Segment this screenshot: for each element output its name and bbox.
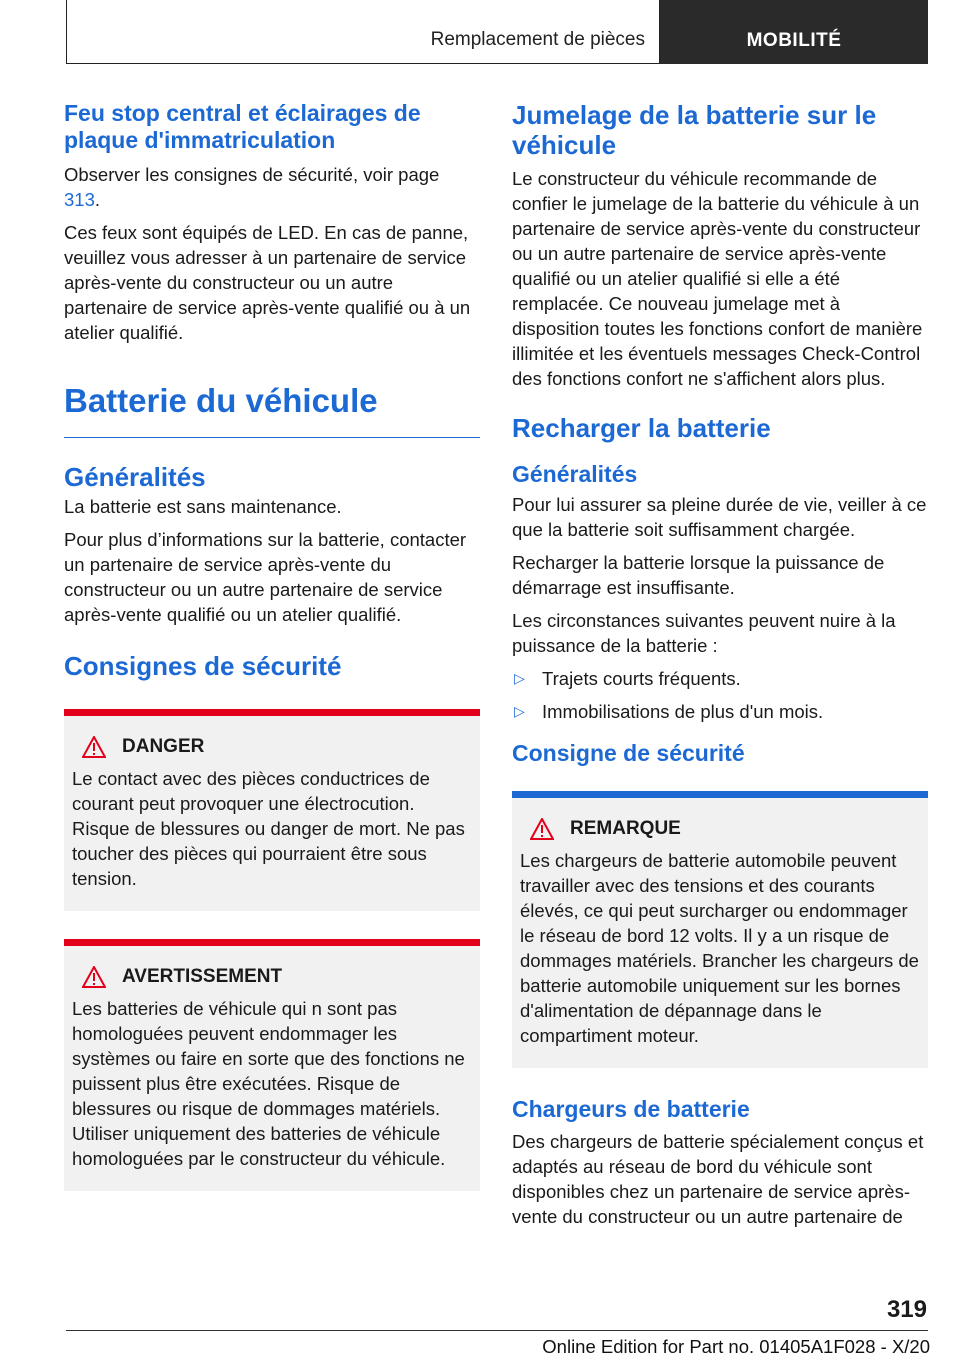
avertissement-text: Les batteries de véhicule qui n sont pas homologuées peuvent endommager les systèmes ou faire en sorte que des fonctions ne puissent plus être exécutées. Risque de blessures ou risque de dommages matériels. Utiliser uniquement des batteries de véhicule homologuées par le constructeur du véhicule. (72, 998, 465, 1169)
chapter-title: Batterie du véhicule (64, 382, 378, 419)
remarque-box (512, 791, 928, 1068)
generalites-paragraph-1: La batterie est sans maintenance. (64, 496, 342, 517)
left-column (64, 100, 480, 1219)
footer-divider (66, 1330, 928, 1331)
warning-triangle-icon (530, 818, 554, 840)
generalites-paragraph-2: Pour plus d’informations sur la batterie, contacter un partenaire de service après-vente du constructeur ou un autre partenaire de service après-vente qualifié ou un atelier qualifié. (64, 529, 467, 625)
list-item: ▷ Immobilisations de plus d'un mois. (514, 701, 824, 722)
feu-stop-paragraph-2: Ces feux sont équipés de LED. En cas de panne, veuillez vous adresser à un partenaire de service après-vente du constructeur ou un autre partenaire de service après-vente qualifié ou à un atelier qualifié. (64, 222, 471, 343)
jumelage-heading: Jumelage de la batterie sur le véhicule (512, 100, 877, 160)
feu-stop-heading: Feu stop central et éclairages de plaque d'immatriculation (64, 100, 421, 153)
warning-triangle-icon (82, 736, 106, 758)
remarque-label: REMARQUE (570, 818, 681, 839)
feu-stop-paragraph-1: Observer les consignes de sécurité, voir page 313. (64, 164, 440, 210)
avertissement-box (64, 939, 480, 1191)
danger-header (82, 736, 472, 758)
chargeurs-heading: Chargeurs de batterie (512, 1096, 750, 1122)
recharge-paragraph-1: Pour lui assurer sa pleine durée de vie, veiller à ce que la batterie soit suffisamment chargée. (512, 494, 927, 540)
danger-label: DANGER (122, 736, 205, 757)
chargeurs-paragraph: Des chargeurs de batterie spécialement conçus et adaptés au réseau de bord du véhicule sont disponibles chez un partenaire de service après-vente du constructeur ou un autre partenaire de (512, 1131, 924, 1227)
chapter-divider (64, 437, 480, 438)
header-chapter-tab: MOBILITÉ (660, 0, 928, 64)
consigne-heading: Consigne de sécurité (512, 740, 745, 766)
generalites-subheading: Généralités (512, 461, 638, 487)
consignes-heading: Consignes de sécurité (64, 651, 342, 681)
avertissement-header (82, 966, 472, 988)
recharge-paragraph-3: Les circonstances suivantes peuvent nuire à la puissance de la batterie : (512, 610, 896, 656)
header-section-title: Remplacement de pièces (66, 0, 660, 64)
avertissement-label: AVERTISSEMENT (122, 966, 283, 987)
page-number: 319 (886, 1296, 927, 1323)
danger-box (64, 709, 480, 911)
bullet-triangle-icon: ▷ (514, 703, 525, 719)
warning-triangle-icon (82, 966, 106, 988)
recharger-heading: Recharger la batterie (512, 413, 771, 443)
jumelage-paragraph: Le constructeur du véhicule recommande de confier le jumelage de la batterie du véhicule à un partenaire de service après-vente du constructeur ou un autre partenaire de service après-vente qualifié ou un atelier qualifié si elle a été remplacée. Ce nouveau jumelage met à disposition toutes les fonctions confort de manière illimitée et les éventuels messages Check-Control des fonctions confort ne s'affichent alors plus. (512, 168, 923, 389)
danger-text: Le contact avec des pièces conductrices de courant peut provoquer une électrocution. Risque de blessures ou danger de mort. Ne pas toucher des pièces qui pourraient être sous tension. (72, 768, 465, 889)
remarque-header (530, 818, 920, 840)
page-reference-link[interactable]: 313 (64, 189, 95, 210)
remarque-text: Les chargeurs de batterie automobile peuvent travailler avec des tensions et des courants élevés, ce qui peut surcharger ou endommager le réseau de bord 12 volts. Il y a un risque de dommages matériels. Brancher les chargeurs de batterie automobile uniquement sur les bornes d'alimentation de dépannage dans le compartiment moteur. (520, 850, 919, 1046)
page-header (66, 0, 928, 64)
recharge-paragraph-2: Recharger la batterie lorsque la puissance de démarrage est insuffisante. (512, 552, 885, 598)
right-column (512, 100, 928, 1237)
list-item: ▷ Trajets courts fréquents. (514, 668, 741, 689)
footer-edition-text: Online Edition for Part no. 01405A1F028 - X/20 (542, 1336, 930, 1357)
bullet-triangle-icon: ▷ (514, 670, 525, 686)
circumstances-list (512, 666, 928, 724)
generalites-heading: Généralités (64, 462, 206, 492)
